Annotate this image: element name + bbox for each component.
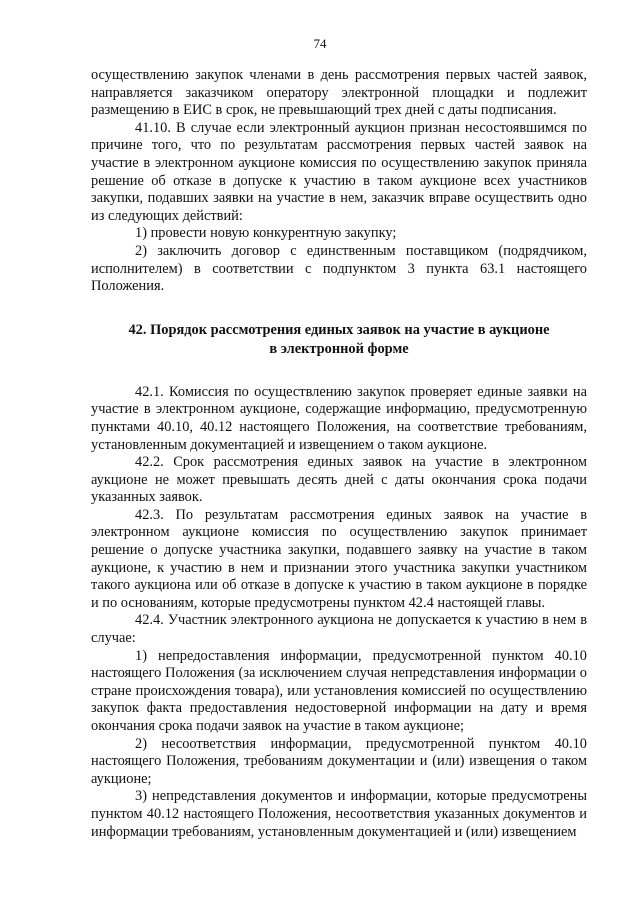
- section-heading: [91, 321, 587, 359]
- list-item-2: 2) заключить договор с единственным поставщиком (подрядчиком, исполнителем) в соответствии с подпунктом 3 пункта 63.1 настоящего Положения.: [91, 242, 587, 295]
- paragraph-continuation: осуществлению закупок членами в день рассмотрения первых частей заявок, направляется заказчиком оператору электронной площадки и подлежит размещению в ЕИС в срок, не превышающий трех дней с даты подписания.: [91, 67, 587, 119]
- list-item-42-4-2: 2) несоответствия информации, предусмотренной пунктом 40.10 настоящего Положения, требованиям документации и (или) извещения о таком аукционе;: [91, 735, 587, 787]
- section-heading-line-2: в электронной форме: [269, 340, 409, 357]
- section-heading-line-1: 42. Порядок рассмотрения единых заявок на участие в аукционе: [128, 321, 550, 338]
- paragraph-42-3: 42.3. По результатам рассмотрения единых заявок на участие в электронном аукционе комиссия по осуществлению закупок принимает решение о допуске участника закупки, подавшего заявку на участие в таком аукционе, к участию в нем и признании этого участника закупки участником такого аукциона или об отказе в допуске к участию в таком аукционе в порядке и по основаниям, которые предусмотрены пунктом 42.4 настоящей главы.: [91, 506, 587, 611]
- paragraph-42-1: 42.1. Комиссия по осуществлению закупок проверяет единые заявки на участие в электронном аукционе, содержащие информацию, предусмотренную пунктами 40.10, 40.12 настоящего Положения, на соответствие требованиям, установленным документацией и извещением о таком аукционе.: [91, 383, 587, 453]
- document-body: [91, 67, 587, 841]
- paragraph-42-4: 42.4. Участник электронного аукциона не допускается к участию в нем в случае:: [91, 612, 587, 647]
- paragraph-41-10: 41.10. В случае если электронный аукцион признан несостоявшимся по причине того, что по результатам рассмотрения первых частей заявок на участие в электронном аукционе комиссия по осуществлению закупок приняла решение об отказе в допуске к участию в таком аукционе всех участников закупки, подавших заявки на участие в нем, заказчик вправе осуществить одно из следующих действий:: [91, 119, 587, 224]
- list-item-42-4-1: 1) непредоставления информации, предусмотренной пунктом 40.10 настоящего Положения (за исключением случая непредставления информации о стране происхождения товара), или установления комиссией по осуществлению закупок факта предоставления недостоверной информации на дату и время окончания срока подачи заявок на участие в таком аукционе;: [91, 647, 587, 734]
- page-number: 74: [313, 36, 327, 51]
- list-item-42-4-3: 3) непредставления документов и информации, которые предусмотрены пунктом 40.12 настоящего Положения, несоответствия указанных документов и информации требованиям, установленным документацией и (или) извещением: [91, 788, 587, 840]
- paragraph-42-2: 42.2. Срок рассмотрения единых заявок на участие в электронном аукционе не может превышать десять дней с даты окончания срока подачи указанных заявок.: [91, 454, 587, 506]
- list-item-1: 1) провести новую конкурентную закупку;: [135, 225, 397, 242]
